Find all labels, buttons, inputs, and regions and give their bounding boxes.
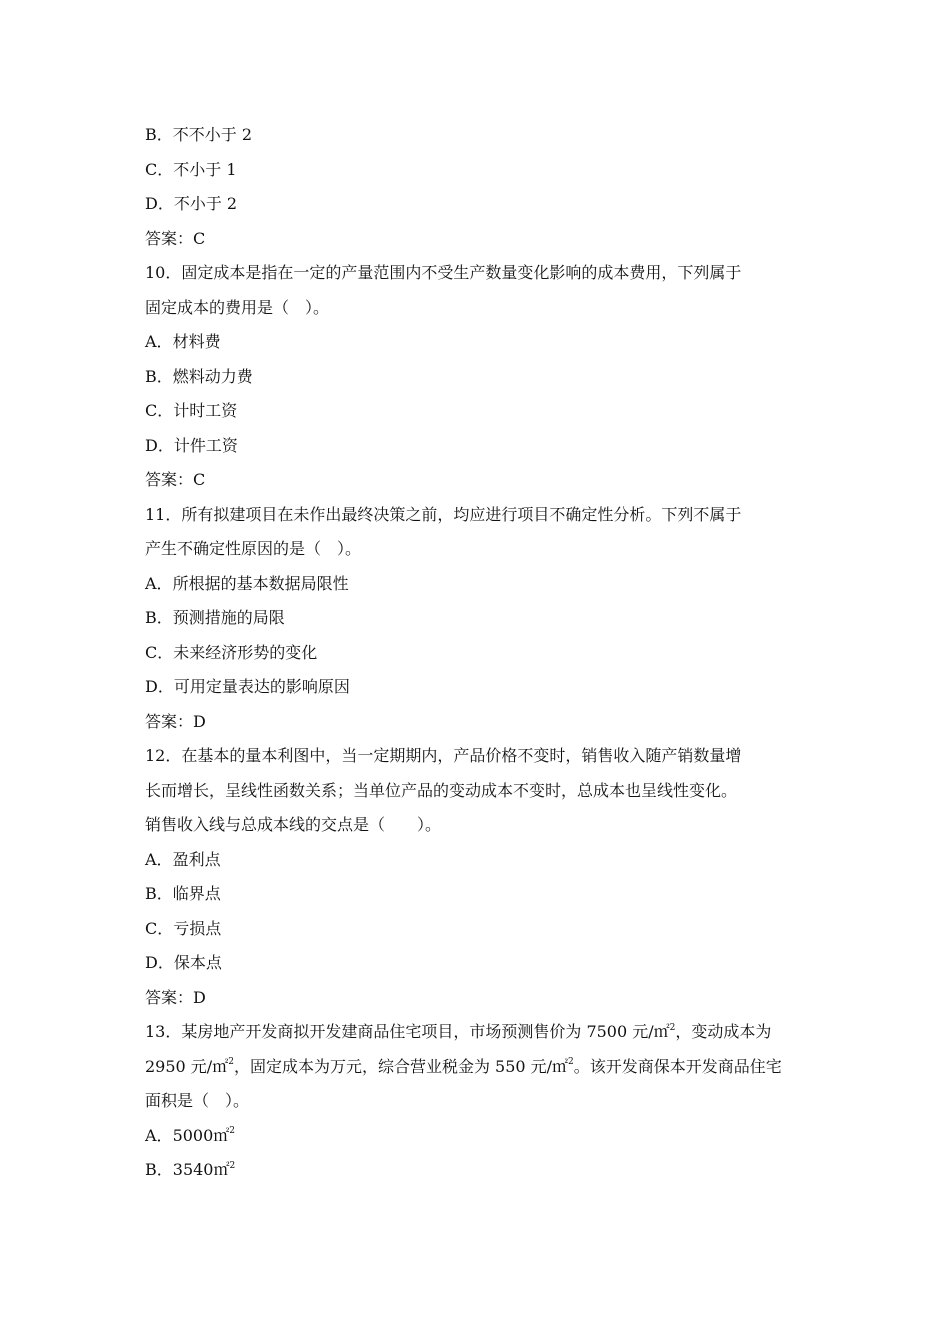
superscript: 2 xyxy=(568,1057,574,1068)
option-a xyxy=(145,331,810,366)
option-letter: C． xyxy=(145,642,174,662)
superscript: 2 xyxy=(229,1126,236,1137)
option-text: 预测措施的局限 xyxy=(172,608,285,627)
option-text: 不小于 1 xyxy=(173,159,237,179)
option-letter: B． xyxy=(145,125,173,144)
stem-text: ，固定成本为万元，综合营业税金为 550 元/㎡ xyxy=(233,1056,569,1076)
option-letter: D． xyxy=(145,435,174,455)
option-b xyxy=(145,607,810,642)
question-12-stem-line-1: 12．在基本的量本利图中，当一定期期内，产品价格不变时，销售收入随产销数量增 xyxy=(145,746,742,765)
option-text: 不小于 2 xyxy=(173,194,238,213)
question-11-stem-line-2: 产生不确定性原因的是（ ）。 xyxy=(145,539,362,558)
option-letter: A． xyxy=(145,573,173,593)
option-text: 所根据的基本数据局限性 xyxy=(172,573,349,593)
question-13-stem-line-3: 面积是（ ）。 xyxy=(145,1091,250,1110)
option-letter: B． xyxy=(145,608,173,627)
option-b xyxy=(145,1159,810,1194)
option-letter: B． xyxy=(145,366,173,386)
option-a xyxy=(145,573,810,608)
stem-text: ，变动成本为 xyxy=(675,1022,772,1041)
option-text: 燃料动力费 xyxy=(172,366,253,386)
superscript: 2 xyxy=(669,1022,676,1033)
option-c xyxy=(145,918,810,953)
question-13-stem-line-1 xyxy=(145,1021,810,1056)
option-b xyxy=(145,124,810,159)
option-d xyxy=(145,676,810,711)
option-c xyxy=(145,642,810,677)
option-text: 计时工资 xyxy=(173,401,238,420)
option-text: 不不小于 2 xyxy=(172,125,253,144)
stem-text: 13．某房地产开发商拟开发建商品住宅项目，市场预测售价为 7500 元/㎡ xyxy=(145,1022,670,1041)
answer-line: 答案：D xyxy=(145,711,206,731)
option-c xyxy=(145,400,810,435)
option-text: 保本点 xyxy=(173,953,222,972)
option-letter: B． xyxy=(145,884,173,903)
question-12-stem-line-3: 销售收入线与总成本线的交点是（ ）。 xyxy=(145,815,442,834)
option-text: 盈利点 xyxy=(172,849,221,869)
option-a xyxy=(145,849,810,884)
question-10-stem-line-2: 固定成本的费用是（ ）。 xyxy=(145,297,330,317)
option-text: 5000㎡ xyxy=(172,1125,230,1145)
option-letter: C． xyxy=(145,918,174,938)
option-b xyxy=(145,366,810,401)
question-13-stem-line-2 xyxy=(145,1056,810,1091)
option-letter: C． xyxy=(145,159,174,179)
option-text: 临界点 xyxy=(172,884,221,903)
option-text: 计件工资 xyxy=(173,435,238,455)
option-c xyxy=(145,159,810,194)
option-letter: D． xyxy=(145,677,174,696)
option-d xyxy=(145,193,810,228)
option-letter: C． xyxy=(145,401,174,420)
option-a xyxy=(145,1125,810,1160)
answer-line: 答案：D xyxy=(145,987,206,1007)
question-12-stem-line-2: 长而增长，呈线性函数关系；当单位产品的变动成本不变时，总成本也呈线性变化。 xyxy=(145,780,738,800)
option-letter: B． xyxy=(145,1160,173,1179)
question-content xyxy=(145,124,810,1194)
option-d xyxy=(145,435,810,470)
superscript: 2 xyxy=(228,1057,234,1068)
option-text: 3540㎡ xyxy=(172,1160,230,1179)
option-letter: A． xyxy=(145,1125,173,1145)
superscript: 2 xyxy=(229,1160,236,1171)
stem-text: 2950 元/㎡ xyxy=(145,1056,229,1076)
option-text: 可用定量表达的影响原因 xyxy=(173,677,350,696)
question-11-stem-line-1: 11．所有拟建项目在未作出最终决策之前，均应进行项目不确定性分析。下列不属于 xyxy=(145,504,742,524)
option-text: 亏损点 xyxy=(173,918,222,938)
option-letter: D． xyxy=(145,953,174,972)
option-text: 未来经济形势的变化 xyxy=(173,642,318,662)
option-text: 材料费 xyxy=(172,332,221,351)
option-letter: D． xyxy=(145,194,174,213)
option-letter: A． xyxy=(145,332,173,351)
stem-text: 。该开发商保本开发商品住宅 xyxy=(573,1056,782,1076)
option-b xyxy=(145,883,810,918)
answer-line: 答案：C xyxy=(145,470,206,489)
answer-line: 答案：C xyxy=(145,228,206,248)
option-letter: A． xyxy=(145,849,173,869)
question-10-stem-line-1: 10．固定成本是指在一定的产量范围内不受生产数量变化影响的成本费用，下列属于 xyxy=(145,263,742,282)
option-d xyxy=(145,952,810,987)
